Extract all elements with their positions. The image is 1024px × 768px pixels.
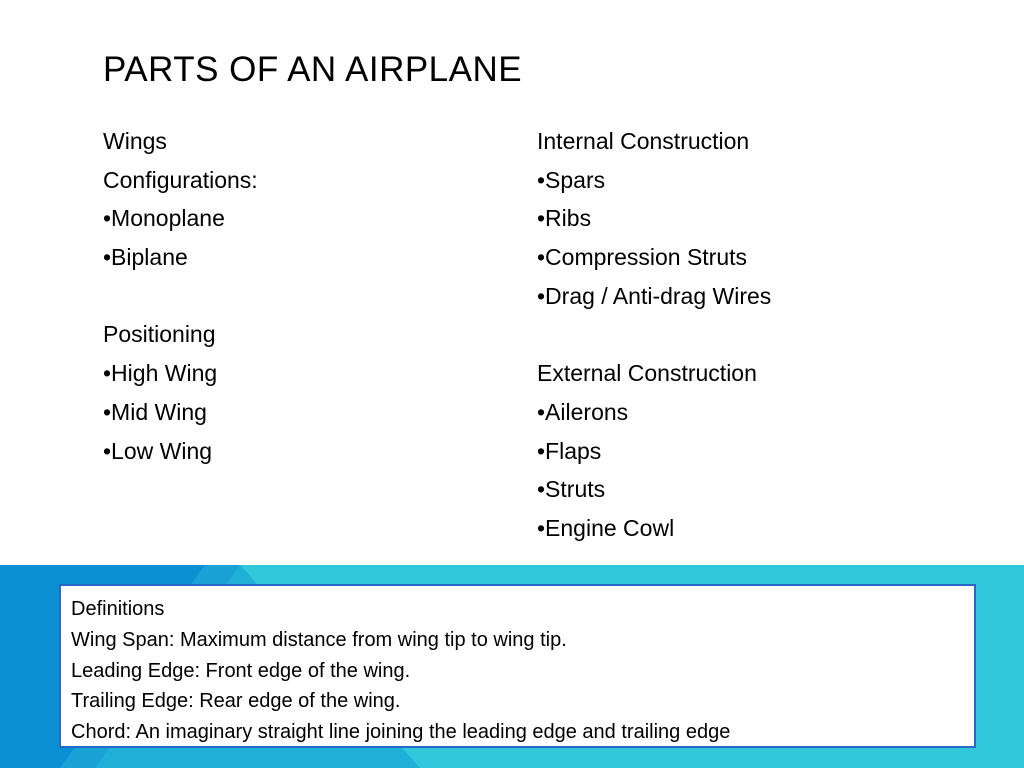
list-item: Positioning [103,321,216,348]
list-item: External Construction [537,360,757,387]
list-item: •Drag / Anti-drag Wires [537,282,772,309]
list-item: •Biplane [103,244,188,271]
list-spacer [537,315,977,354]
list-item: •Ribs [537,205,592,232]
definitions-box [59,584,976,748]
definition-line: Trailing Edge: Rear edge of the wing. [71,690,401,713]
list-item: •Ailerons [537,398,629,425]
list-item: •Compression Struts [537,244,748,271]
list-item: •Flaps [537,437,602,464]
definition-line: Chord: An imaginary straight line joining the leading edge and trailing edge [71,721,731,744]
list-item: Wings [103,128,167,154]
list-item: •Low Wing [103,437,213,464]
slide-title: PARTS OF AN AIRPLANE [103,50,523,89]
list-item: •Struts [537,476,606,503]
list-item: •Monoplane [103,205,225,232]
list-item: •Engine Cowl [537,514,675,541]
list-spacer [103,277,503,316]
left-column [103,122,503,470]
list-item: •High Wing [103,360,218,387]
list-item: Configurations: [103,166,258,193]
list-item: •Spars [537,166,606,193]
definition-line: Leading Edge: Front edge of the wing. [71,659,411,682]
definitions-heading: Definitions [71,598,165,620]
right-column [537,122,977,548]
list-item: Internal Construction [537,128,750,154]
definition-line: Wing Span: Maximum distance from wing tip to wing tip. [71,628,567,651]
list-item: •Mid Wing [103,398,207,425]
